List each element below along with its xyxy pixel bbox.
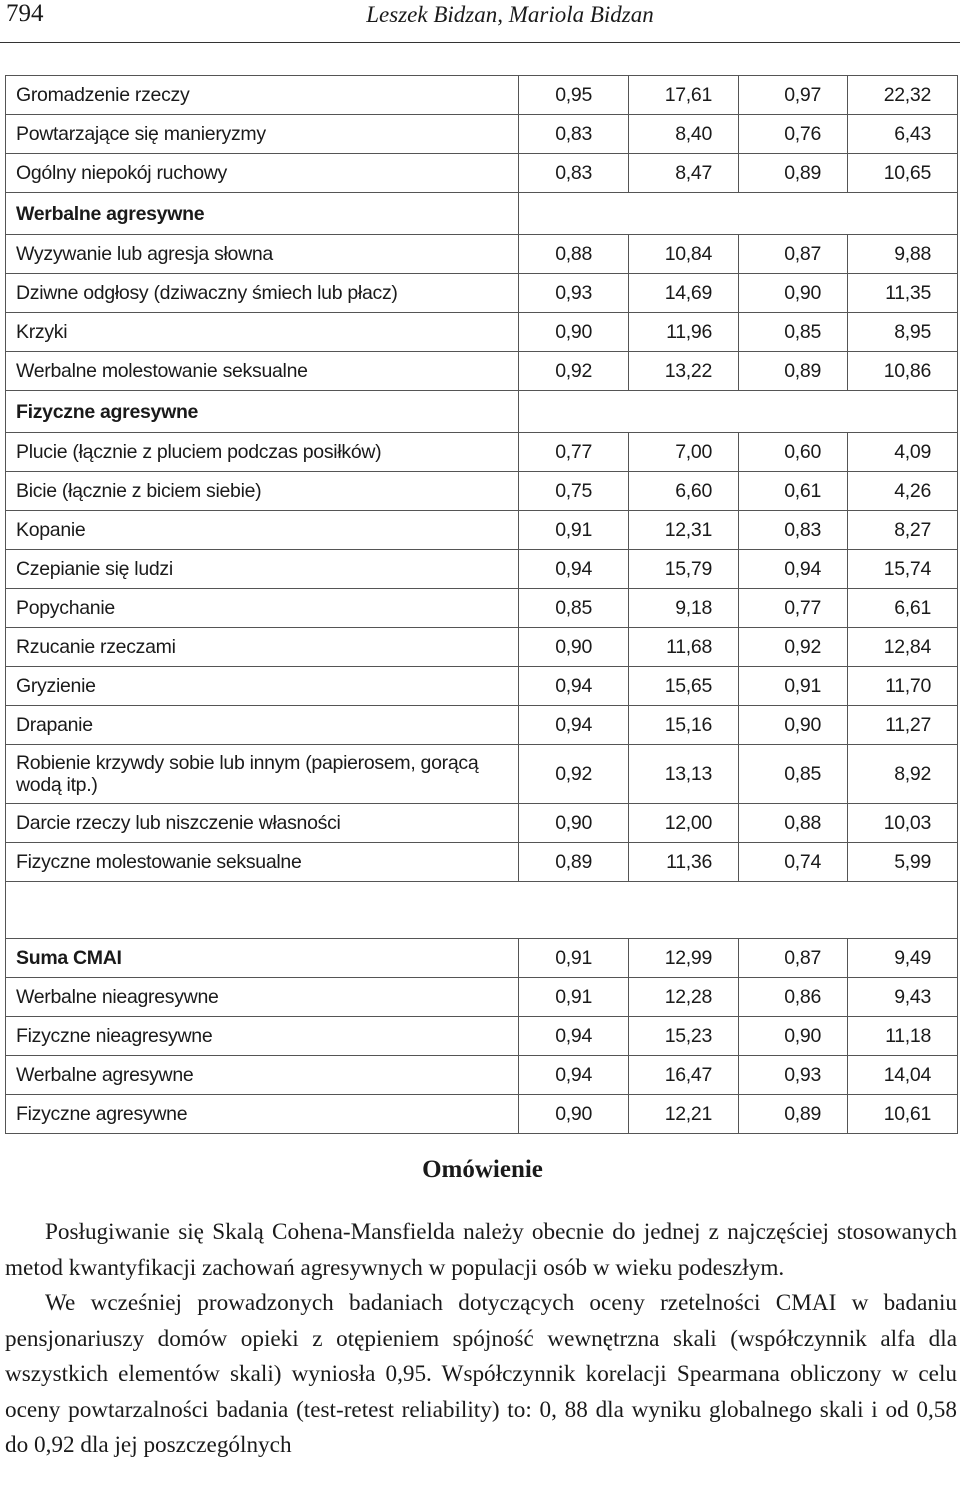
- value-cell-2: 11,68: [629, 628, 739, 667]
- value-cell-4: 11,18: [848, 1017, 958, 1056]
- value-cell-1: 0,94: [519, 550, 629, 589]
- row-label: Dziwne odgłosy (dziwaczny śmiech lub płacz): [6, 274, 519, 313]
- value-cell-2: 9,18: [629, 589, 739, 628]
- table-spacer-row: [6, 882, 958, 939]
- value-cell-4: 4,09: [848, 433, 958, 472]
- value-cell-1: 0,90: [519, 628, 629, 667]
- table-row: [6, 706, 958, 745]
- value-cell-4: 10,03: [848, 804, 958, 843]
- value-cell-2: 15,65: [629, 667, 739, 706]
- value-cell-3: 0,90: [739, 274, 848, 313]
- row-label: Robienie krzywdy sobie lub innym (papierosem, gorącą wodą itp.): [6, 745, 519, 804]
- body-text: [5, 1215, 957, 1464]
- table-row: [6, 745, 958, 804]
- row-label: Krzyki: [6, 313, 519, 352]
- value-cell-3: 0,89: [739, 1095, 848, 1134]
- row-label: Popychanie: [6, 589, 519, 628]
- value-cell-1: 0,90: [519, 1095, 629, 1134]
- row-label: Kopanie: [6, 511, 519, 550]
- value-cell-4: 11,35: [848, 274, 958, 313]
- value-cell-1: 0,93: [519, 274, 629, 313]
- value-cell-3: 0,88: [739, 804, 848, 843]
- value-cell-3: 0,87: [739, 235, 848, 274]
- value-cell-1: 0,94: [519, 667, 629, 706]
- value-cell-3: 0,89: [739, 352, 848, 391]
- value-cell-4: 9,49: [848, 939, 958, 978]
- value-cell-2: 13,22: [629, 352, 739, 391]
- table-row: [6, 352, 958, 391]
- value-cell-4: 10,65: [848, 154, 958, 193]
- value-cell-3: 0,93: [739, 1056, 848, 1095]
- paragraph-1: Posługiwanie się Skalą Cohena-Mansfielda należy obecnie do jednej z najczęściej stosowanych metod kwantyfikacji zachowań agresywnych w populacji osób w wieku podeszłym.: [5, 1219, 957, 1281]
- value-cell-2: 17,61: [629, 76, 739, 115]
- row-label: Fizyczne agresywne: [6, 1095, 519, 1134]
- section-heading: Omówienie: [422, 1156, 543, 1183]
- value-cell-3: 0,60: [739, 433, 848, 472]
- value-cell-2: 11,36: [629, 843, 739, 882]
- value-cell-2: 16,47: [629, 1056, 739, 1095]
- value-cell-1: 0,91: [519, 939, 629, 978]
- value-cell-4: 5,99: [848, 843, 958, 882]
- value-cell-4: 8,92: [848, 745, 958, 804]
- table-row: [6, 804, 958, 843]
- value-cell-1: 0,77: [519, 433, 629, 472]
- row-label: Werbalne nieagresywne: [6, 978, 519, 1017]
- table-row: [6, 235, 958, 274]
- value-cell-1: 0,75: [519, 472, 629, 511]
- value-cell-1: 0,92: [519, 352, 629, 391]
- section-label: Fizyczne agresywne: [6, 391, 519, 433]
- row-label: Werbalne agresywne: [6, 1056, 519, 1095]
- value-cell-1: 0,91: [519, 978, 629, 1017]
- table-row: [6, 433, 958, 472]
- paragraph-2: We wcześniej prowadzonych badaniach dotyczących oceny rzetelności CMAI w badaniu pensjonariuszy domów opieki z otępieniem spójność wewnętrzna skali (współczynnik alfa dla wszystkich elementów skali) wyniosła 0,95. Współczynnik korelacji Spearmana obliczony w celu oceny powtarzalności badania (test-retest reliability) to: 0, 88 dla wyniku globalnego skali i od 0,58 do 0,92 dla jej poszczególnych: [5, 1290, 957, 1458]
- value-cell-4: 4,26: [848, 472, 958, 511]
- value-cell-1: 0,90: [519, 313, 629, 352]
- table-row: [6, 274, 958, 313]
- table-row: [6, 1095, 958, 1134]
- value-cell-4: 12,84: [848, 628, 958, 667]
- results-table: [5, 75, 958, 1134]
- header-rule: [0, 42, 960, 43]
- value-cell-4: 15,74: [848, 550, 958, 589]
- page-number: 794: [6, 0, 44, 27]
- table-row: [6, 589, 958, 628]
- value-cell-4: 8,95: [848, 313, 958, 352]
- value-cell-3: 0,85: [739, 745, 848, 804]
- value-cell-3: 0,97: [739, 76, 848, 115]
- value-cell-1: 0,92: [519, 745, 629, 804]
- value-cell-2: 11,96: [629, 313, 739, 352]
- value-cell-2: 12,21: [629, 1095, 739, 1134]
- table-row: [6, 313, 958, 352]
- value-cell-3: 0,76: [739, 115, 848, 154]
- value-cell-1: 0,94: [519, 1056, 629, 1095]
- value-cell-3: 0,83: [739, 511, 848, 550]
- table-row: [6, 978, 958, 1017]
- value-cell-1: 0,83: [519, 115, 629, 154]
- value-cell-4: 11,70: [848, 667, 958, 706]
- table-row: [6, 550, 958, 589]
- value-cell-2: 12,99: [629, 939, 739, 978]
- running-head: Leszek Bidzan, Mariola Bidzan: [366, 2, 654, 27]
- value-cell-3: 0,77: [739, 589, 848, 628]
- section-label: Werbalne agresywne: [6, 193, 519, 235]
- value-cell-1: 0,89: [519, 843, 629, 882]
- section-empty-cell: [519, 391, 958, 433]
- spacer-cell: [6, 882, 958, 939]
- section-empty-cell: [519, 193, 958, 235]
- value-cell-2: 15,16: [629, 706, 739, 745]
- page-header: [0, 0, 960, 44]
- row-label: Gryzienie: [6, 667, 519, 706]
- value-cell-3: 0,89: [739, 154, 848, 193]
- row-label: Fizyczne molestowanie seksualne: [6, 843, 519, 882]
- value-cell-4: 6,61: [848, 589, 958, 628]
- value-cell-1: 0,85: [519, 589, 629, 628]
- row-label: Darcie rzeczy lub niszczenie własności: [6, 804, 519, 843]
- value-cell-3: 0,94: [739, 550, 848, 589]
- table-section-row: [6, 193, 958, 235]
- value-cell-1: 0,94: [519, 706, 629, 745]
- table-row: [6, 843, 958, 882]
- row-label: Fizyczne nieagresywne: [6, 1017, 519, 1056]
- value-cell-4: 14,04: [848, 1056, 958, 1095]
- table-row: [6, 628, 958, 667]
- value-cell-1: 0,83: [519, 154, 629, 193]
- value-cell-4: 22,32: [848, 76, 958, 115]
- row-label: Werbalne molestowanie seksualne: [6, 352, 519, 391]
- value-cell-2: 12,00: [629, 804, 739, 843]
- value-cell-4: 11,27: [848, 706, 958, 745]
- value-cell-1: 0,88: [519, 235, 629, 274]
- table-section-row: [6, 391, 958, 433]
- table-row: [6, 115, 958, 154]
- value-cell-2: 8,40: [629, 115, 739, 154]
- value-cell-3: 0,87: [739, 939, 848, 978]
- row-label: Rzucanie rzeczami: [6, 628, 519, 667]
- value-cell-3: 0,86: [739, 978, 848, 1017]
- value-cell-2: 14,69: [629, 274, 739, 313]
- value-cell-4: 8,27: [848, 511, 958, 550]
- table-row: [6, 511, 958, 550]
- row-label: Suma CMAI: [6, 939, 519, 978]
- value-cell-2: 8,47: [629, 154, 739, 193]
- value-cell-2: 12,31: [629, 511, 739, 550]
- table-row: [6, 939, 958, 978]
- value-cell-2: 6,60: [629, 472, 739, 511]
- value-cell-3: 0,61: [739, 472, 848, 511]
- row-label: Wyzywanie lub agresja słowna: [6, 235, 519, 274]
- row-label: Drapanie: [6, 706, 519, 745]
- table-row: [6, 76, 958, 115]
- table-row: [6, 1056, 958, 1095]
- value-cell-3: 0,74: [739, 843, 848, 882]
- row-label: Gromadzenie rzeczy: [6, 76, 519, 115]
- value-cell-4: 9,43: [848, 978, 958, 1017]
- value-cell-2: 7,00: [629, 433, 739, 472]
- value-cell-1: 0,90: [519, 804, 629, 843]
- row-label: Ogólny niepokój ruchowy: [6, 154, 519, 193]
- value-cell-3: 0,92: [739, 628, 848, 667]
- table-row: [6, 472, 958, 511]
- table-row: [6, 1017, 958, 1056]
- value-cell-2: 12,28: [629, 978, 739, 1017]
- value-cell-2: 15,23: [629, 1017, 739, 1056]
- value-cell-3: 0,91: [739, 667, 848, 706]
- value-cell-2: 10,84: [629, 235, 739, 274]
- row-label: Bicie (łącznie z biciem siebie): [6, 472, 519, 511]
- row-label: Czepianie się ludzi: [6, 550, 519, 589]
- table-row: [6, 154, 958, 193]
- value-cell-4: 6,43: [848, 115, 958, 154]
- value-cell-3: 0,85: [739, 313, 848, 352]
- value-cell-1: 0,91: [519, 511, 629, 550]
- row-label: Plucie (łącznie z pluciem podczas posiłków): [6, 433, 519, 472]
- table-body: [6, 76, 958, 1134]
- value-cell-1: 0,95: [519, 76, 629, 115]
- value-cell-2: 13,13: [629, 745, 739, 804]
- table-row: [6, 667, 958, 706]
- value-cell-4: 10,86: [848, 352, 958, 391]
- value-cell-4: 9,88: [848, 235, 958, 274]
- row-label: Powtarzające się manieryzmy: [6, 115, 519, 154]
- value-cell-3: 0,90: [739, 706, 848, 745]
- value-cell-1: 0,94: [519, 1017, 629, 1056]
- value-cell-2: 15,79: [629, 550, 739, 589]
- value-cell-3: 0,90: [739, 1017, 848, 1056]
- value-cell-4: 10,61: [848, 1095, 958, 1134]
